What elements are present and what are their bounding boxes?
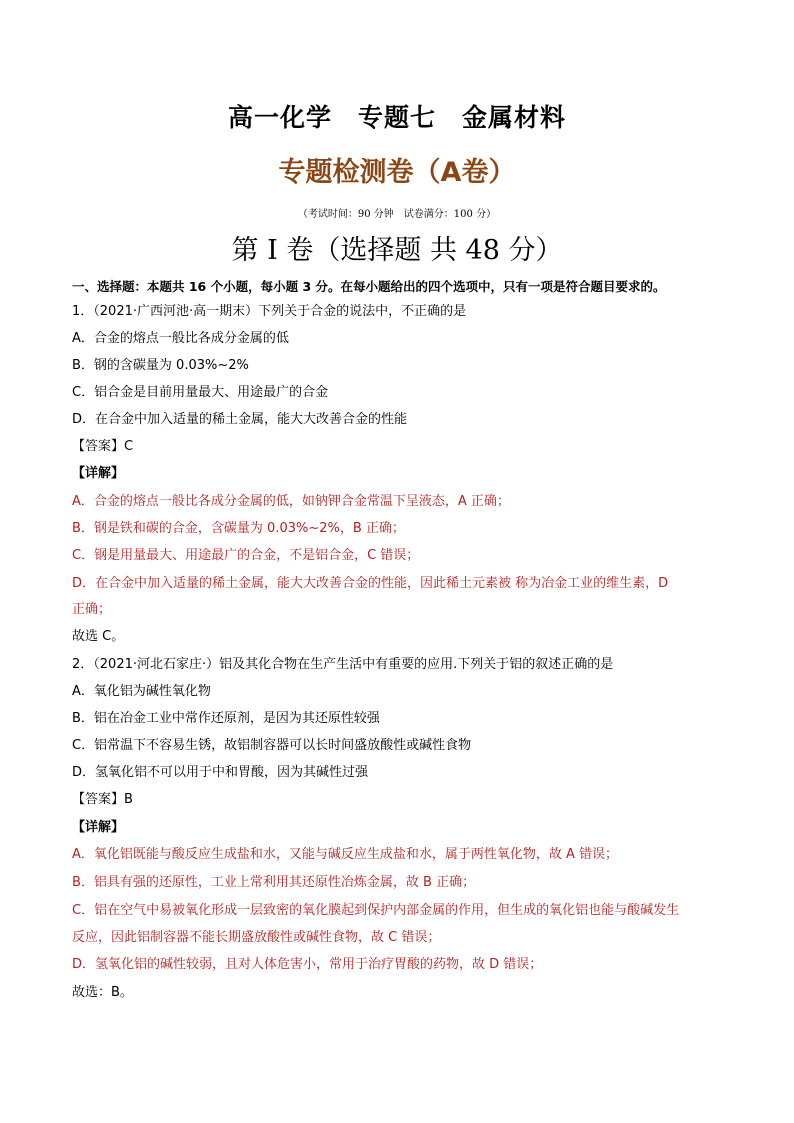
question-1-explanation-b: B．钢是铁和碳的合金，含碳量为 0.03%~2%，B 正确； bbox=[72, 521, 405, 536]
question-1-explanation-d-cont: 正确； bbox=[72, 602, 112, 617]
question-2-explanation-c-cont: 反应，因此铝制容器不能长期盛放酸性或碱性食物，故 C 错误； bbox=[72, 930, 441, 945]
question-1-answer: 【答案】C bbox=[72, 439, 134, 454]
question-2-option-c: C．铝常温下不容易生锈，故铝制容器可以长时间盛放酸性或碱性食物 bbox=[72, 738, 472, 753]
instructions: 一、选择题：本题共 16 个小题，每小题 3 分。在每小题给出的四个选项中，只有一项是符合题目要求的。 bbox=[72, 279, 666, 294]
question-2-explanation-c: C．铝在空气中易被氧化形成一层致密的氧化膜起到保护内部金属的作用，但生成的氧化铝也能与酸碱发生 bbox=[72, 903, 680, 918]
question-2-explanation-d: D．氢氧化铝的碱性较弱，且对人体危害小，常用于治疗胃酸的药物，故 D 错误； bbox=[72, 957, 543, 972]
question-1-option-d: D．在合金中加入适量的稀土金属，能大大改善合金的性能 bbox=[72, 412, 408, 427]
question-2-option-a: A．氧化铝为碱性氧化物 bbox=[72, 684, 211, 699]
question-1-explanation-d: D．在合金中加入适量的稀土金属，能大大改善合金的性能，因此稀土元素被 称为冶金工业的维生素，D bbox=[72, 576, 669, 591]
question-2-conclusion: 故选：B。 bbox=[72, 985, 133, 1000]
question-2-explanation-b: B．铝具有强的还原性，工业上常利用其还原性冶炼金属，故 B 正确； bbox=[72, 875, 476, 890]
question-2-option-d: D．氢氧化铝不可以用于中和胃酸，因为其碱性过强 bbox=[72, 765, 369, 780]
question-1-option-a: A．合金的熔点一般比各成分金属的低 bbox=[72, 331, 289, 346]
question-2-answer: 【答案】B bbox=[72, 792, 133, 807]
question-2-option-b: B．铝在冶金工业中常作还原剂，是因为其还原性较强 bbox=[72, 711, 380, 726]
question-2-stem: 2．（2021·河北石家庄·）铝及其化合物在生产生活中有重要的应用.下列关于铝的叙述正确的是 bbox=[72, 657, 614, 672]
question-1-option-b: B．钢的含碳量为 0.03%~2% bbox=[72, 358, 249, 373]
exam-info: （考试时间：90 分钟 试卷满分：100 分） bbox=[297, 209, 497, 220]
question-1-stem: 1．（2021·广西河池·高一期末）下列关于合金的说法中，不正确的是 bbox=[72, 304, 467, 319]
question-1-explanation-a: A．合金的熔点一般比各成分金属的低，如钠钾合金常温下呈液态，A 正确； bbox=[72, 494, 510, 509]
question-2-explanation-a: A．氧化铝既能与酸反应生成盐和水，又能与碱反应生成盐和水，属于两性氧化物，故 A 错误； bbox=[72, 847, 619, 862]
question-1-option-c: C．铝合金是目前用量最大、用途最广的合金 bbox=[72, 385, 329, 400]
question-1-explanation-c: C．钢是用量最大、用途最广的合金，不是铝合金，C 错误； bbox=[72, 548, 420, 563]
question-2-detail-label: 【详解】 bbox=[72, 820, 125, 835]
page-title: 高一化学 专题七 金属材料 bbox=[227, 103, 566, 132]
question-1-detail-label: 【详解】 bbox=[72, 466, 125, 481]
question-1-conclusion: 故选 C。 bbox=[72, 629, 125, 644]
section-title: 第 I 卷（选择题 共 48 分） bbox=[231, 235, 563, 266]
page-subtitle: 专题检测卷（A卷） bbox=[278, 157, 516, 188]
